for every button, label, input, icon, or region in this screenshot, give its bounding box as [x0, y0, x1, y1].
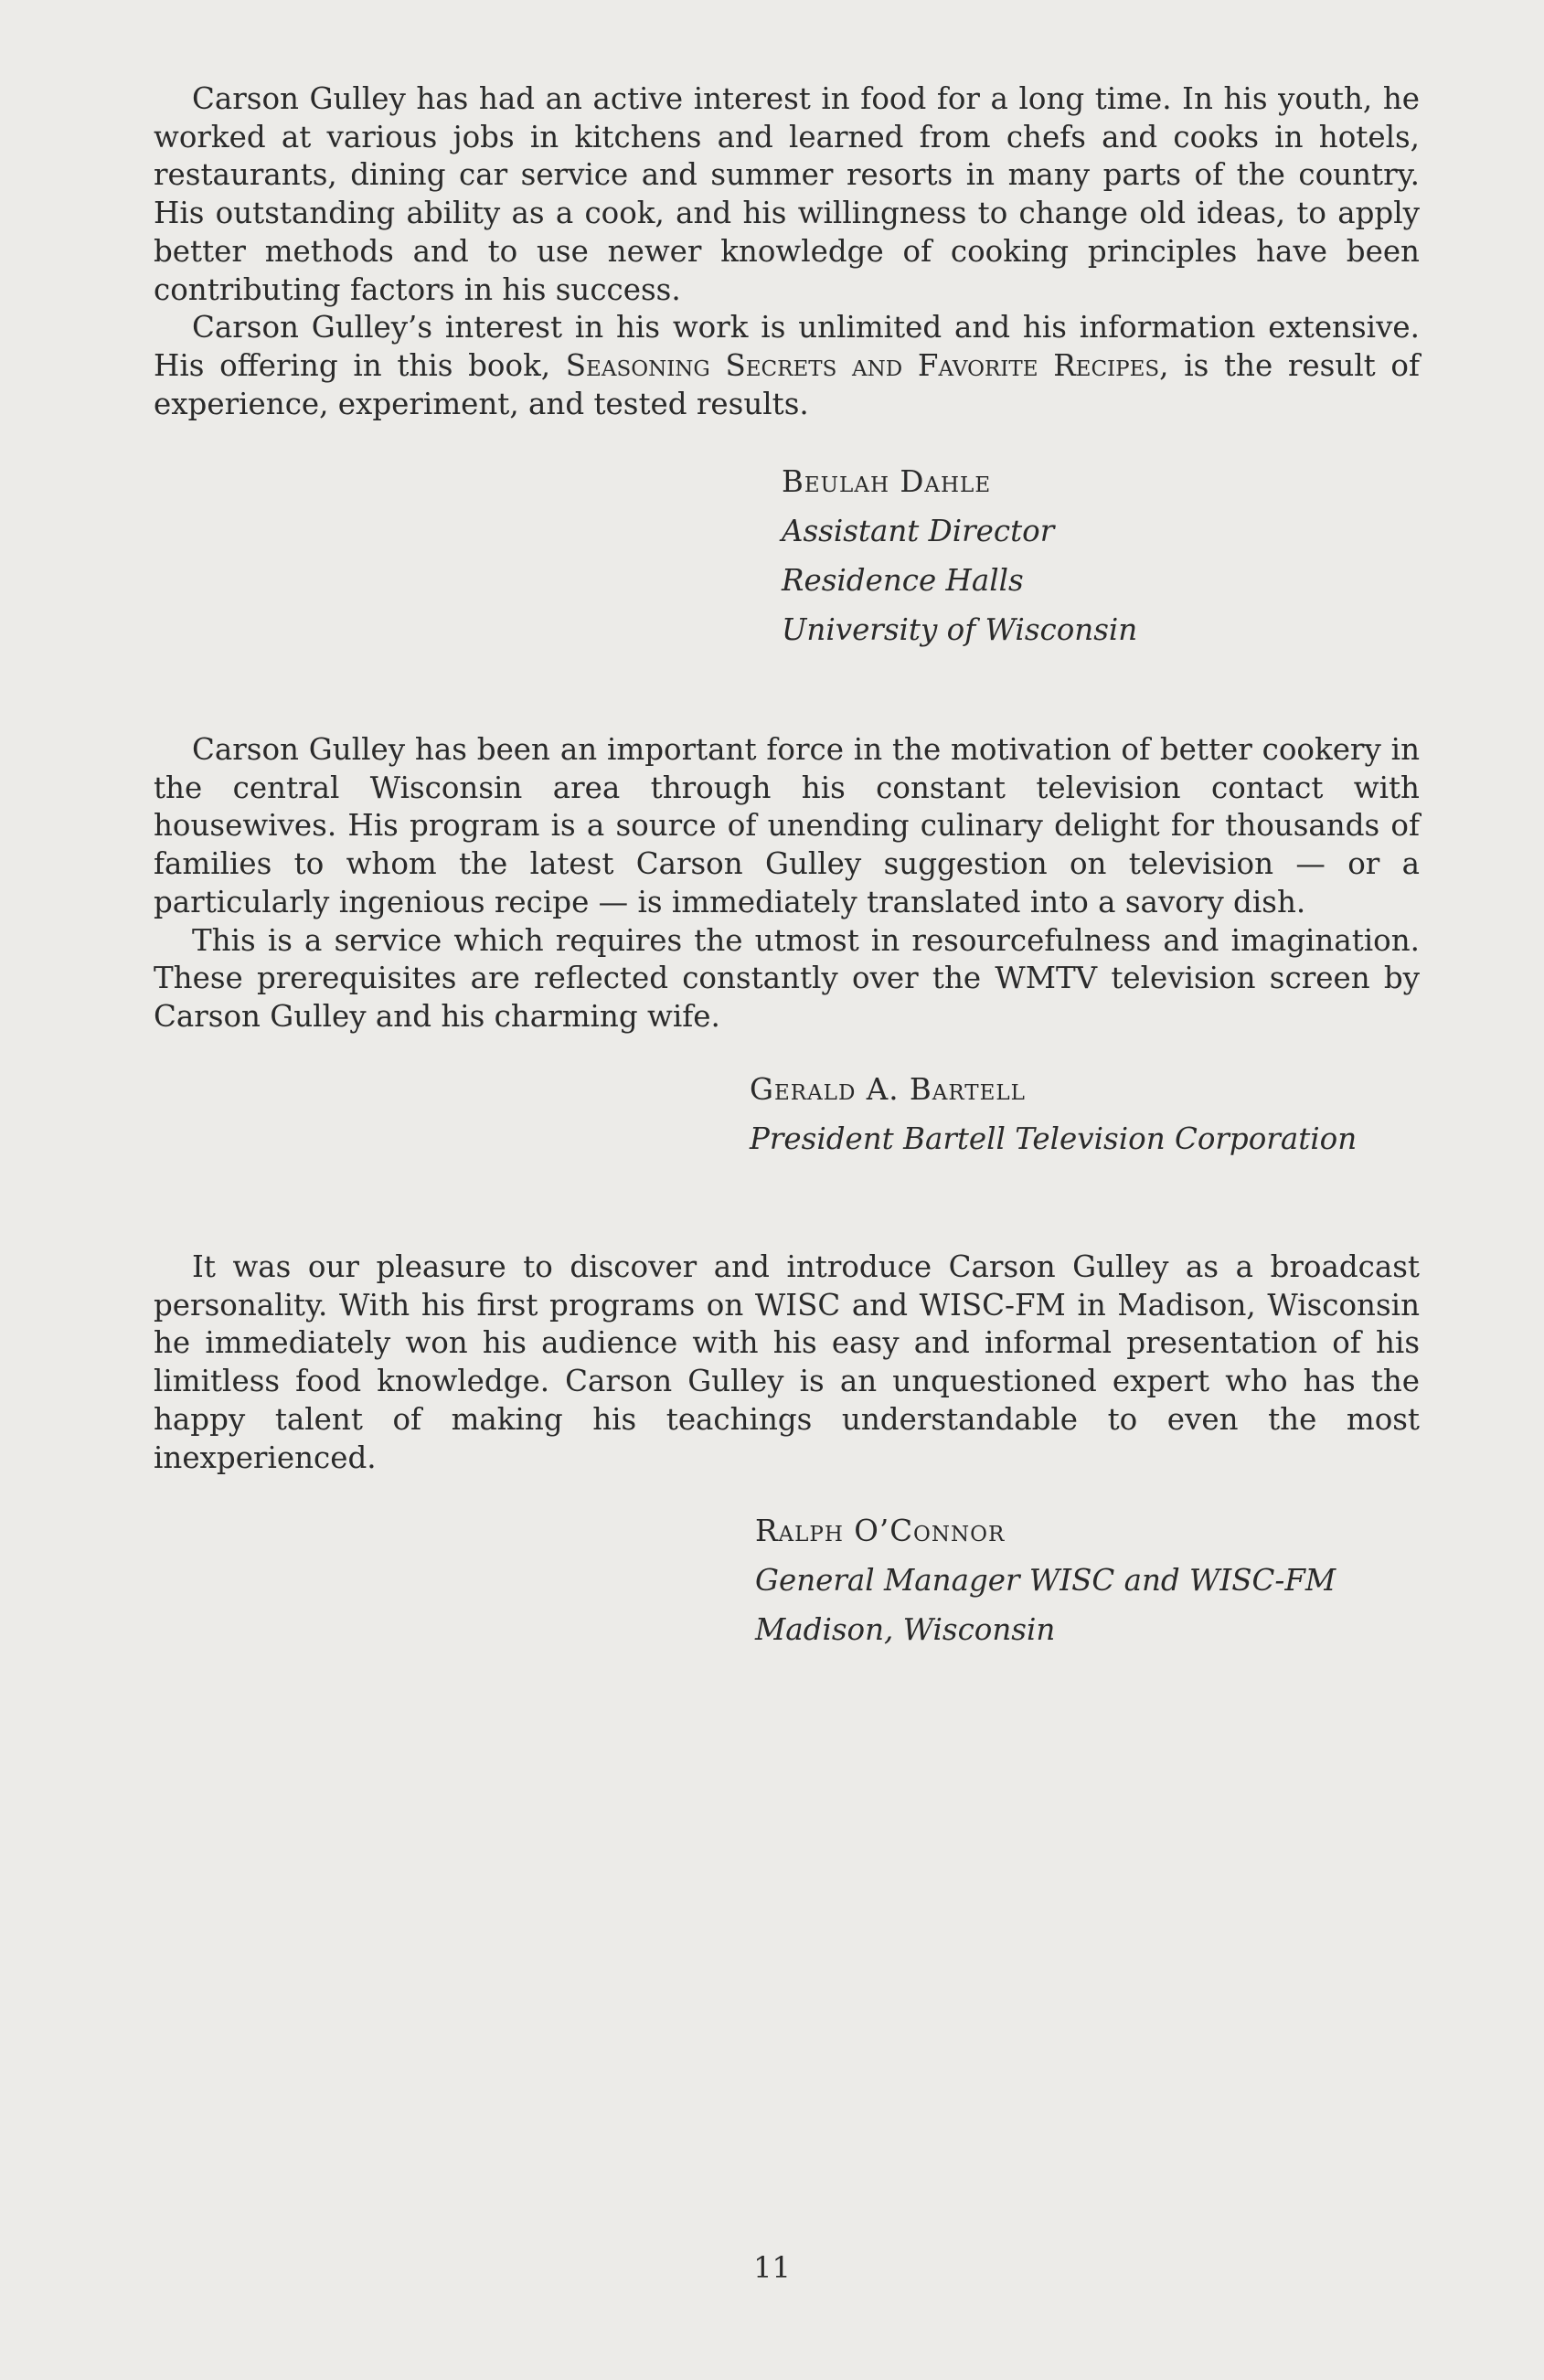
- signatory-title: General Manager WISC and WISC-FM: [755, 1563, 1336, 1598]
- signatory-title: University of Wisconsin: [782, 612, 1138, 647]
- signature-block-2: [750, 1065, 1357, 1163]
- book-title: Seasoning Secrets and Favorite Recipes: [565, 347, 1160, 383]
- signature-block-1: [782, 457, 1137, 654]
- signatory-name: Ralph O’Connor: [755, 1514, 1006, 1548]
- endorsement-1-paragraph-2: [154, 309, 1420, 423]
- endorsement-section-3: [154, 1248, 1420, 1477]
- page-number: 11: [753, 2250, 791, 2285]
- signatory-name: Gerald A. Bartell: [750, 1072, 1026, 1107]
- paragraph-text: , is the result of experience, experiment, and tested results.: [154, 347, 1421, 421]
- endorsement-section-1: [154, 80, 1420, 423]
- signature-block-3: [755, 1506, 1336, 1654]
- signatory-name: Beulah Dahle: [782, 464, 992, 499]
- endorsement-2-paragraph-2: This is a service which requires the utmost in resourcefulness and imagination. These prerequisites are reflected constantly over the WMTV television screen by Carson Gulley and his charming wife.: [154, 922, 1420, 1034]
- signatory-title: Assistant Director: [782, 514, 1055, 548]
- signatory-title: Residence Halls: [782, 563, 1024, 598]
- paragraph-text: Carson Gulley’s interest in his work is unlimited and his information extensive. His offering in this book,: [154, 310, 1420, 383]
- signatory-title: President Bartell Television Corporation: [750, 1121, 1358, 1156]
- endorsement-section-2: [154, 731, 1420, 1036]
- endorsement-2-paragraph-1: Carson Gulley has been an important force in the motivation of better cookery in the central Wisconsin area through his constant television contact with housewives. His program is a source of unending culinary delight for thousands of families to whom the latest Carson Gulley suggestion on television — or a particularly ingenious recipe — is immediately translated into a savory dish.: [154, 732, 1420, 919]
- endorsement-1-paragraph-1: Carson Gulley has had an active interest in food for a long time. In his youth, he worked at various jobs in kitchens and learned from chefs and cooks in hotels, restaurants, dining car service and summer resorts in many parts of the country. His outstanding ability as a cook, and his willingness to change old ideas, to apply better methods and to use newer knowledge of cooking principles have been contributing factors in his success.: [154, 81, 1420, 307]
- signatory-title: Madison, Wisconsin: [755, 1612, 1056, 1647]
- endorsement-3-paragraph-1: It was our pleasure to discover and introduce Carson Gulley as a broadcast personality. With his first programs on WISC and WISC-FM in Madison, Wisconsin he immediately won his audience with his easy and informal presentation of his limitless food knowledge. Carson Gulley is an unquestioned expert who has the happy talent of making his teachings understandable to even the most inexperienced.: [154, 1249, 1420, 1475]
